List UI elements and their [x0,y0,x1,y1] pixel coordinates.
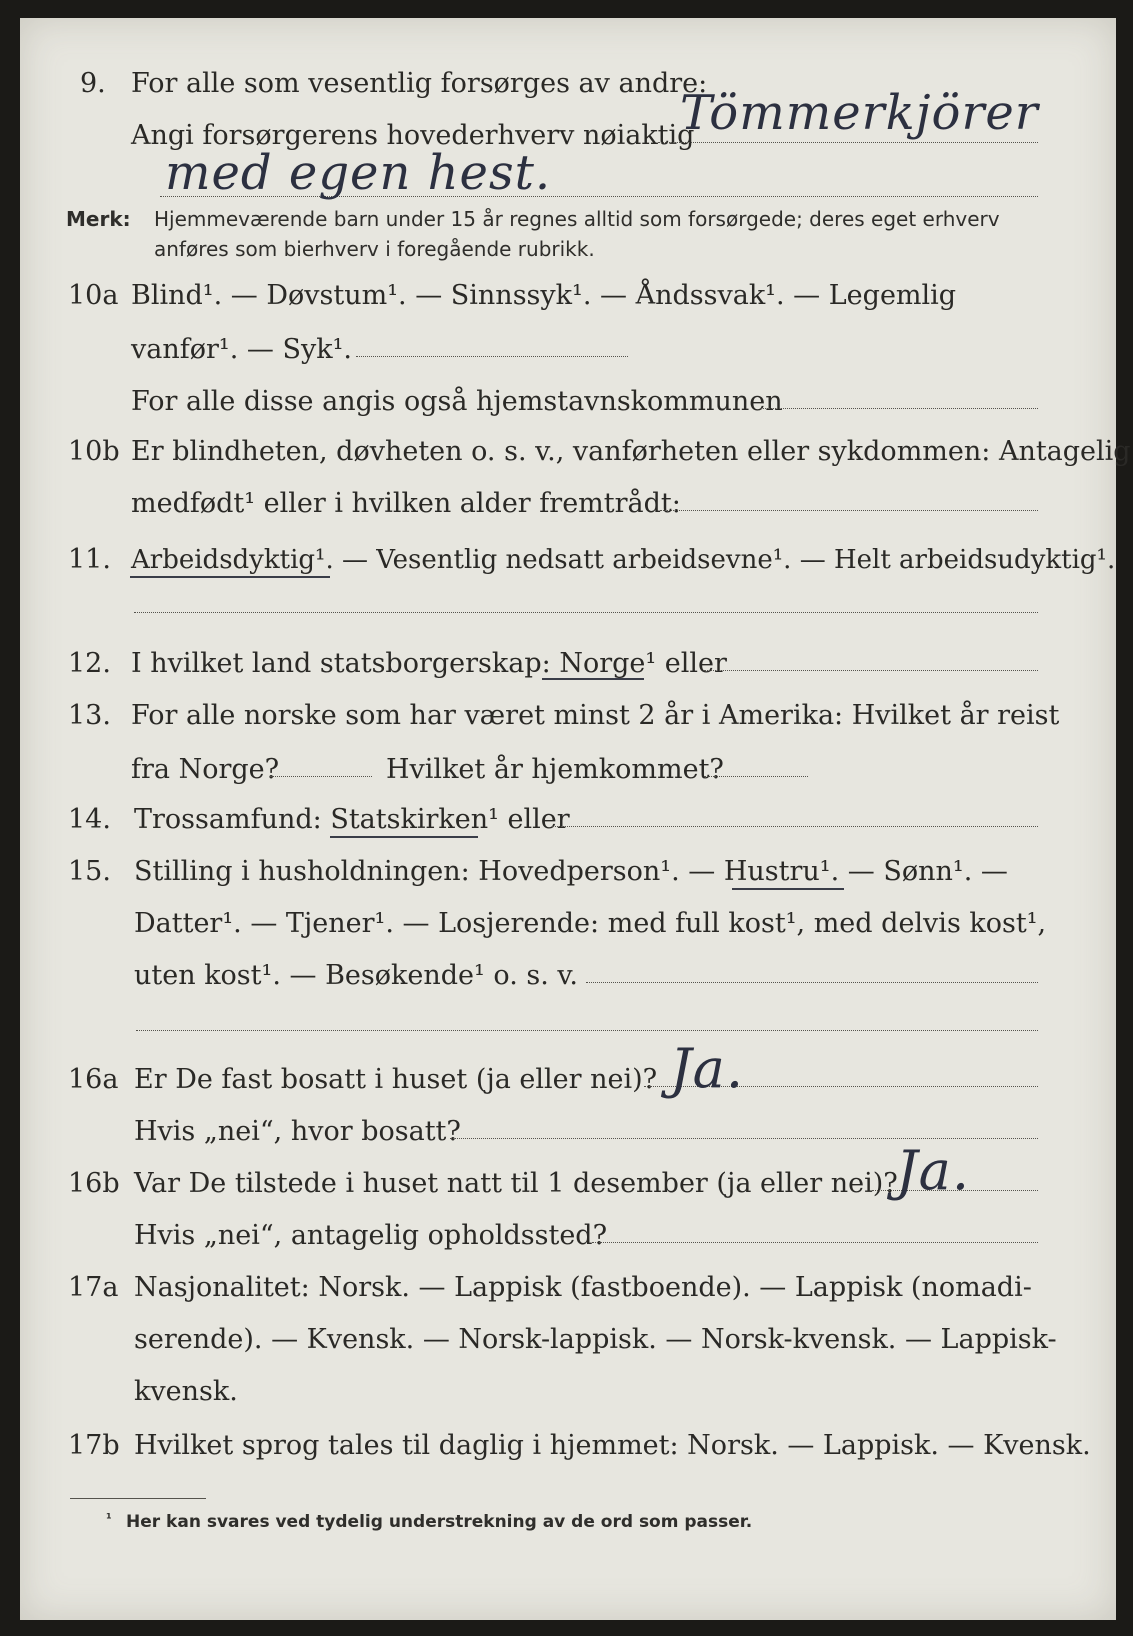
q14-answer-line [552,826,1038,827]
q9-line2: Angi forsørgerens hovederhverv nøiaktig [131,120,695,151]
q17a-number: 17a [68,1272,119,1303]
q9-handwritten-answer1: Tömmerkjörer [680,85,1039,141]
q17a-line2: serende). — Kvensk. — Norsk-lappisk. — Norsk-kvensk. — Lappisk- [134,1324,1057,1355]
q9-number: 9. [80,68,106,99]
merk-label: Merk: [66,207,131,231]
q13-line2b: Hvilket år hjemkommet? [386,754,724,785]
q10a-line3: For alle disse angis også hjemstavnskommunen [131,386,783,417]
footnote-mark: ¹ [106,1512,112,1527]
merk-line1: Hjemmeværende barn under 15 år regnes alltid som forsørgede; deres eget erhverv [154,207,1000,231]
q16b-handwritten-answer: Ja. [896,1139,971,1202]
q10a-number: 10a [68,280,119,311]
merk-line2: anføres som bierhverv i foregående rubrikk. [154,237,595,261]
q16a-line2: Hvis „nei“, hvor bosatt? [134,1116,461,1147]
q12-number: 12. [68,648,111,679]
q10b-line1: Er blindheten, døvheten o. s. v., vanførheten eller sykdommen: Antagelig [131,436,1131,467]
q16b-line2: Hvis „nei“, antagelig opholdssted? [134,1220,608,1251]
q14-line1: Trossamfund: Statskirken¹ eller [134,804,570,835]
q10b-number: 10b [68,436,120,467]
q10a-line1: Blind¹. — Døvstum¹. — Sinnssyk¹. — Åndssvak¹. — Legemlig [131,280,957,311]
q15-underline-hustru [732,888,844,890]
q14-underline-statskirken [330,836,478,838]
q11-line1: Arbeidsdyktig¹. — Vesentlig nedsatt arbeidsevne¹. — Helt arbeidsudyktig¹. [131,545,1116,575]
q13-line2a: fra Norge? [131,754,280,785]
q15-answer-line [586,982,1038,983]
q15-line1: Stilling i husholdningen: Hovedperson¹. — Hustru¹. — Sønn¹. — [134,856,1008,887]
q17b-number: 17b [68,1430,120,1461]
q15-number: 15. [68,856,111,887]
footnote-rule [70,1498,206,1499]
q9-line1: For alle som vesentlig forsørges av andre: [131,68,708,99]
q17a-line1: Nasjonalitet: Norsk. — Lappisk (fastboende). — Lappisk (nomadi- [134,1272,1032,1303]
q11-answer-line [134,612,1038,613]
q15-line2: Datter¹. — Tjener¹. — Losjerende: med full kost¹, med delvis kost¹, [134,908,1047,939]
footnote-text: Her kan svares ved tydelig understrekning av de ord som passer. [126,1512,753,1532]
q13-line1: For alle norske som har været minst 2 år i Amerika: Hvilket år reist [131,700,1060,731]
q10a-line2: vanfør¹. — Syk¹. [131,334,352,365]
q16a-number: 16a [68,1064,119,1095]
q10a-syk-line [356,356,628,357]
q10b-line2: medfødt¹ eller i hvilken alder fremtrådt: [131,488,681,519]
q12-line1: I hvilket land statsborgerskap: Norge¹ eller [131,648,727,679]
q13-hjemkommet-line [704,776,808,777]
q13-reist-line [270,776,372,777]
q16a-handwritten-answer: Ja. [670,1037,745,1100]
q15-extra-line [136,1030,1038,1031]
census-form-page [20,18,1131,1620]
q15-line3: uten kost¹. — Besøkende¹ o. s. v. [134,960,579,991]
q11-number: 11. [68,544,111,575]
q12-answer-line [704,670,1038,671]
q16b-number: 16b [68,1168,120,1199]
q9-answer-line1 [658,142,1038,143]
q14-number: 14. [68,804,111,835]
q10b-answer-line [660,510,1038,511]
q16a-line1: Er De fast bosatt i huset (ja eller nei)? [134,1064,658,1095]
q16b-opholdssted-line [592,1242,1038,1243]
q17b-line1: Hvilket sprog tales til daglig i hjemmet: Norsk. — Lappisk. — Kvensk. [134,1430,1091,1461]
q9-handwritten-answer2: med egen hest. [165,145,552,201]
q16b-line1: Var De tilstede i huset natt til 1 desember (ja eller nei)? [134,1168,898,1199]
q11-underline-arbeidsdyktig [130,576,330,578]
q12-underline-norge [542,678,644,680]
q13-number: 13. [68,700,111,731]
q17a-line3: kvensk. [134,1376,238,1407]
q10a-kommune-line [760,408,1038,409]
